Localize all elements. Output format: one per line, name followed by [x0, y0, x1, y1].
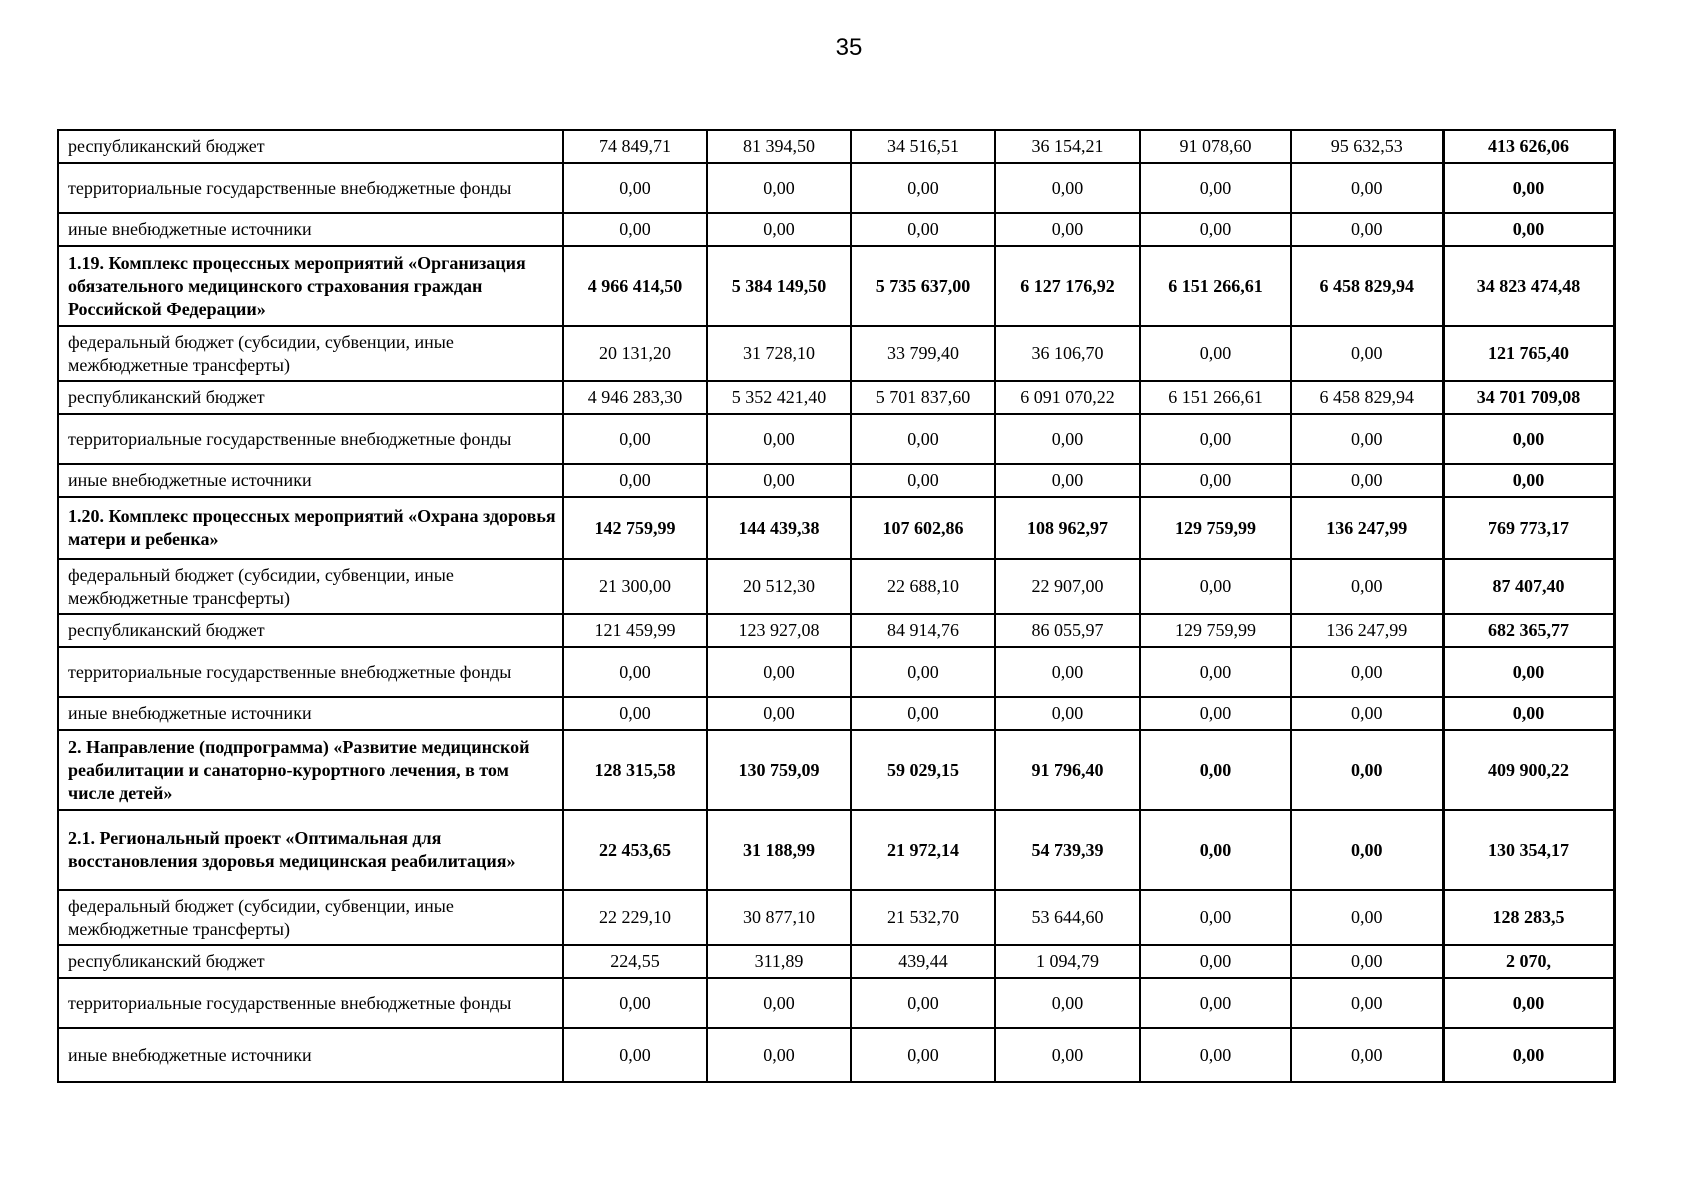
cell-total: 413 626,06 — [1443, 130, 1614, 163]
cell-value: 0,00 — [563, 213, 707, 246]
cell-value: 22 453,65 — [563, 810, 707, 890]
table-row — [58, 1028, 1614, 1082]
table-row — [58, 246, 1614, 326]
cell-value: 0,00 — [1140, 647, 1291, 697]
cell-value: 0,00 — [851, 163, 995, 213]
cell-value: 84 914,76 — [851, 614, 995, 647]
cell-value: 142 759,99 — [563, 497, 707, 559]
row-label: 1.19. Комплекс процессных мероприятий «Организация обязательного медицинского страхования граждан Российской Федерации» — [58, 246, 563, 326]
table-row — [58, 130, 1614, 163]
cell-value: 0,00 — [1291, 163, 1443, 213]
cell-value: 0,00 — [1291, 213, 1443, 246]
cell-total: 34 701 709,08 — [1443, 381, 1614, 414]
row-label: территориальные государственные внебюджетные фонды — [58, 414, 563, 464]
cell-total: 130 354,17 — [1443, 810, 1614, 890]
cell-value: 0,00 — [1291, 730, 1443, 810]
cell-value: 86 055,97 — [995, 614, 1140, 647]
table-row — [58, 381, 1614, 414]
cell-value: 0,00 — [851, 414, 995, 464]
row-label: республиканский бюджет — [58, 130, 563, 163]
cell-value: 31 188,99 — [707, 810, 851, 890]
cell-value: 30 877,10 — [707, 890, 851, 945]
cell-value: 0,00 — [1291, 559, 1443, 614]
cell-value: 21 300,00 — [563, 559, 707, 614]
cell-value: 1 094,79 — [995, 945, 1140, 978]
cell-value: 0,00 — [1140, 890, 1291, 945]
cell-value: 0,00 — [1140, 945, 1291, 978]
cell-total: 0,00 — [1443, 1028, 1614, 1082]
cell-total: 0,00 — [1443, 414, 1614, 464]
cell-value: 311,89 — [707, 945, 851, 978]
cell-value: 0,00 — [1291, 414, 1443, 464]
cell-value: 0,00 — [707, 464, 851, 497]
cell-value: 0,00 — [1140, 213, 1291, 246]
cell-value: 0,00 — [563, 697, 707, 730]
cell-value: 0,00 — [1291, 945, 1443, 978]
table-body — [58, 130, 1614, 1082]
table-row — [58, 559, 1614, 614]
cell-value: 136 247,99 — [1291, 497, 1443, 559]
cell-value: 0,00 — [995, 213, 1140, 246]
cell-value: 6 458 829,94 — [1291, 246, 1443, 326]
cell-value: 31 728,10 — [707, 326, 851, 381]
cell-value: 0,00 — [563, 978, 707, 1028]
cell-value: 33 799,40 — [851, 326, 995, 381]
cell-value: 121 459,99 — [563, 614, 707, 647]
cell-value: 0,00 — [1291, 326, 1443, 381]
cell-value: 0,00 — [707, 163, 851, 213]
row-label: республиканский бюджет — [58, 945, 563, 978]
cell-value: 6 458 829,94 — [1291, 381, 1443, 414]
cell-total: 128 283,5 — [1443, 890, 1614, 945]
cell-value: 0,00 — [851, 1028, 995, 1082]
table-row — [58, 414, 1614, 464]
cell-value: 0,00 — [1291, 647, 1443, 697]
row-label: иные внебюджетные источники — [58, 464, 563, 497]
cell-value: 95 632,53 — [1291, 130, 1443, 163]
cell-value: 5 352 421,40 — [707, 381, 851, 414]
cell-value: 0,00 — [1291, 1028, 1443, 1082]
row-label: 1.20. Комплекс процессных мероприятий «Охрана здоровья матери и ребенка» — [58, 497, 563, 559]
row-label: 2.1. Региональный проект «Оптимальная для восстановления здоровья медицинская реабилитация» — [58, 810, 563, 890]
cell-total: 34 823 474,48 — [1443, 246, 1614, 326]
row-label: иные внебюджетные источники — [58, 213, 563, 246]
row-label: федеральный бюджет (субсидии, субвенции, иные межбюджетные трансферты) — [58, 890, 563, 945]
row-label: федеральный бюджет (субсидии, субвенции, иные межбюджетные трансферты) — [58, 326, 563, 381]
cell-value: 130 759,09 — [707, 730, 851, 810]
cell-total: 682 365,77 — [1443, 614, 1614, 647]
cell-value: 0,00 — [1140, 464, 1291, 497]
cell-value: 0,00 — [995, 1028, 1140, 1082]
cell-value: 0,00 — [1140, 163, 1291, 213]
cell-value: 0,00 — [707, 213, 851, 246]
table-row — [58, 213, 1614, 246]
cell-value: 6 127 176,92 — [995, 246, 1140, 326]
page-number: 35 — [835, 34, 863, 61]
cell-value: 22 688,10 — [851, 559, 995, 614]
cell-value: 36 106,70 — [995, 326, 1140, 381]
cell-value: 91 078,60 — [1140, 130, 1291, 163]
cell-value: 59 029,15 — [851, 730, 995, 810]
cell-value: 81 394,50 — [707, 130, 851, 163]
cell-value: 0,00 — [1291, 464, 1443, 497]
table-row — [58, 497, 1614, 559]
cell-value: 0,00 — [563, 1028, 707, 1082]
cell-value: 22 229,10 — [563, 890, 707, 945]
cell-total: 769 773,17 — [1443, 497, 1614, 559]
cell-value: 0,00 — [563, 647, 707, 697]
cell-value: 0,00 — [563, 163, 707, 213]
cell-total: 0,00 — [1443, 163, 1614, 213]
row-label: республиканский бюджет — [58, 614, 563, 647]
cell-value: 6 151 266,61 — [1140, 246, 1291, 326]
cell-value: 0,00 — [995, 464, 1140, 497]
cell-value: 0,00 — [851, 464, 995, 497]
cell-value: 144 439,38 — [707, 497, 851, 559]
cell-value: 136 247,99 — [1291, 614, 1443, 647]
row-label: 2. Направление (подпрограмма) «Развитие медицинской реабилитации и санаторно-курортного лечения, в том числе детей» — [58, 730, 563, 810]
cell-value: 0,00 — [851, 978, 995, 1028]
row-label: федеральный бюджет (субсидии, субвенции, иные межбюджетные трансферты) — [58, 559, 563, 614]
cell-value: 6 091 070,22 — [995, 381, 1140, 414]
cell-value: 0,00 — [1291, 697, 1443, 730]
cell-value: 34 516,51 — [851, 130, 995, 163]
cell-value: 0,00 — [1140, 978, 1291, 1028]
cell-value: 0,00 — [1291, 810, 1443, 890]
cell-value: 0,00 — [1140, 730, 1291, 810]
cell-value: 22 907,00 — [995, 559, 1140, 614]
table-row — [58, 697, 1614, 730]
cell-value: 0,00 — [995, 978, 1140, 1028]
cell-value: 53 644,60 — [995, 890, 1140, 945]
cell-value: 107 602,86 — [851, 497, 995, 559]
cell-value: 0,00 — [707, 647, 851, 697]
budget-table — [57, 129, 1616, 1083]
cell-value: 0,00 — [851, 697, 995, 730]
cell-total: 0,00 — [1443, 697, 1614, 730]
cell-value: 20 512,30 — [707, 559, 851, 614]
cell-value: 4 946 283,30 — [563, 381, 707, 414]
row-label: иные внебюджетные источники — [58, 1028, 563, 1082]
cell-value: 128 315,58 — [563, 730, 707, 810]
cell-value: 0,00 — [1140, 1028, 1291, 1082]
cell-value: 0,00 — [1140, 559, 1291, 614]
cell-value: 21 532,70 — [851, 890, 995, 945]
cell-value: 0,00 — [995, 163, 1140, 213]
cell-value: 5 384 149,50 — [707, 246, 851, 326]
cell-value: 21 972,14 — [851, 810, 995, 890]
cell-total: 87 407,40 — [1443, 559, 1614, 614]
table-row — [58, 890, 1614, 945]
cell-value: 4 966 414,50 — [563, 246, 707, 326]
table-row — [58, 614, 1614, 647]
cell-value: 20 131,20 — [563, 326, 707, 381]
cell-value: 5 701 837,60 — [851, 381, 995, 414]
cell-value: 108 962,97 — [995, 497, 1140, 559]
cell-value: 0,00 — [995, 414, 1140, 464]
cell-total: 409 900,22 — [1443, 730, 1614, 810]
cell-value: 129 759,99 — [1140, 497, 1291, 559]
cell-total: 0,00 — [1443, 464, 1614, 497]
table-row — [58, 647, 1614, 697]
table-row — [58, 464, 1614, 497]
cell-value: 0,00 — [707, 978, 851, 1028]
row-label: территориальные государственные внебюджетные фонды — [58, 978, 563, 1028]
cell-value: 36 154,21 — [995, 130, 1140, 163]
cell-value: 224,55 — [563, 945, 707, 978]
cell-value: 0,00 — [995, 647, 1140, 697]
cell-value: 5 735 637,00 — [851, 246, 995, 326]
cell-value: 54 739,39 — [995, 810, 1140, 890]
row-label: территориальные государственные внебюджетные фонды — [58, 647, 563, 697]
table-row — [58, 730, 1614, 810]
cell-value: 0,00 — [707, 414, 851, 464]
row-label: республиканский бюджет — [58, 381, 563, 414]
cell-value: 0,00 — [851, 213, 995, 246]
cell-value: 0,00 — [1291, 978, 1443, 1028]
cell-value: 0,00 — [1140, 697, 1291, 730]
cell-total: 0,00 — [1443, 647, 1614, 697]
cell-value: 0,00 — [1291, 890, 1443, 945]
row-label: территориальные государственные внебюджетные фонды — [58, 163, 563, 213]
cell-value: 0,00 — [563, 464, 707, 497]
cell-value: 0,00 — [1140, 326, 1291, 381]
cell-total: 2 070, — [1443, 945, 1614, 978]
cell-value: 74 849,71 — [563, 130, 707, 163]
cell-value: 0,00 — [851, 647, 995, 697]
cell-value: 0,00 — [1140, 414, 1291, 464]
row-label: иные внебюджетные источники — [58, 697, 563, 730]
cell-value: 0,00 — [1140, 810, 1291, 890]
cell-total: 121 765,40 — [1443, 326, 1614, 381]
table-row — [58, 163, 1614, 213]
cell-value: 0,00 — [707, 697, 851, 730]
cell-value: 91 796,40 — [995, 730, 1140, 810]
table-row — [58, 978, 1614, 1028]
cell-value: 129 759,99 — [1140, 614, 1291, 647]
cell-value: 0,00 — [563, 414, 707, 464]
cell-value: 6 151 266,61 — [1140, 381, 1291, 414]
cell-value: 439,44 — [851, 945, 995, 978]
table-row — [58, 810, 1614, 890]
table-row — [58, 326, 1614, 381]
table-row — [58, 945, 1614, 978]
cell-value: 123 927,08 — [707, 614, 851, 647]
cell-total: 0,00 — [1443, 978, 1614, 1028]
cell-value: 0,00 — [707, 1028, 851, 1082]
cell-total: 0,00 — [1443, 213, 1614, 246]
cell-value: 0,00 — [995, 697, 1140, 730]
